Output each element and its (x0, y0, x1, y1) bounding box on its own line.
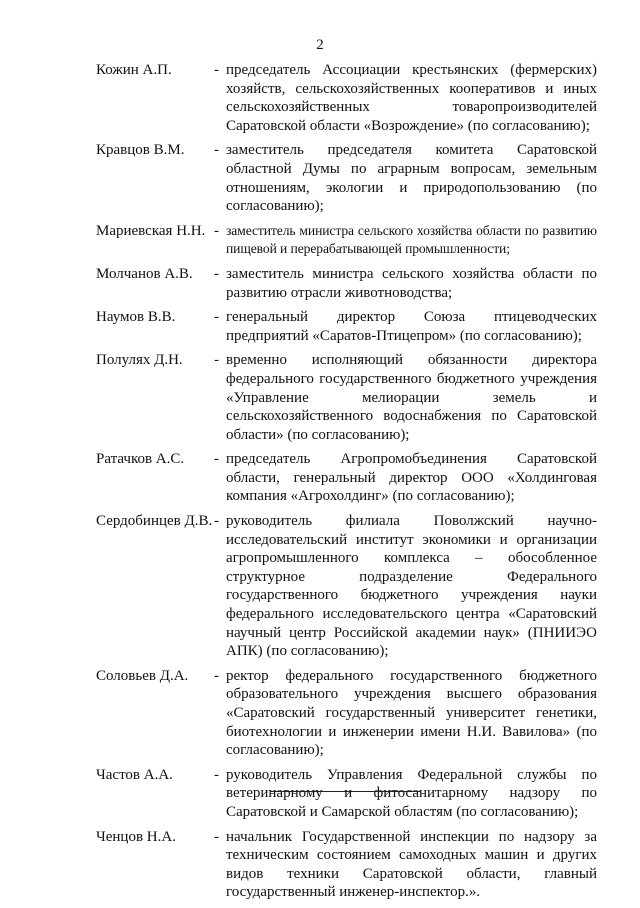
member-position: временно исполняющий обязанности директора федерального государственного бюджетного учреждения «Управление мелиорации земель и сельскохозяйственного водоснабжения по Саратовской области» (по согласованию); (226, 352, 597, 443)
member-name: Полулях Д.Н. (96, 352, 183, 369)
dash: - (214, 766, 219, 783)
dash: - (214, 352, 219, 369)
list-item (96, 308, 597, 345)
list-item (96, 351, 597, 444)
member-position: заместитель министра сельского хозяйства области по развитию отрасли животноводства; (226, 265, 597, 301)
list-item (96, 766, 597, 822)
member-name: Ченцов Н.А. (96, 828, 176, 845)
member-position: председатель Ассоциации крестьянских (фермерских) хозяйств, сельскохозяйственных кооперативов и иных сельскохозяйственных товаропроизводителей Саратовской области «Возрождение» (по согласованию); (226, 62, 597, 134)
dash: - (214, 62, 219, 78)
member-name: Соловьев Д.А. (96, 667, 189, 684)
member-position: заместитель председателя комитета Саратовской областной Думы по аграрным вопросам, земельным отношениям, экологии и природопользованию (по согласованию); (226, 142, 597, 215)
dash: - (214, 513, 219, 530)
member-name: Мариевская Н.Н. (96, 222, 206, 239)
dash: - (214, 828, 219, 845)
list-item (96, 222, 597, 259)
member-name: Сердобинцев Д.В. (96, 513, 213, 530)
member-position: руководитель филиала Поволжский научно-исследовательский институт экономики и организации агропромышленного комплекса – обособленное структурное подразделение Федерального государственного бюджетного учреждения науки федерального исследовательского центра «Саратовский научный центр Российской академии наук» (ПНИИЭО АПК) (по согласованию); (226, 513, 597, 660)
dash: - (214, 142, 219, 159)
dash: - (214, 265, 219, 282)
closing-divider (270, 791, 420, 792)
list-item (96, 265, 597, 302)
list-item (96, 450, 597, 506)
member-name: Ратачков А.С. (96, 451, 185, 468)
member-list (96, 61, 597, 908)
list-item (96, 828, 597, 902)
list-item (96, 61, 597, 135)
dash: - (214, 451, 219, 468)
member-position: руководитель Управления Федеральной службы по ветеринарному и фитосанитарному надзору по Саратовской и Самарской областям (по согласованию); (226, 766, 597, 820)
member-position: заместитель министра сельского хозяйства области по развитию пищевой и перерабатывающей промышленности; (226, 222, 597, 257)
member-name: Частов А.А. (96, 766, 173, 783)
member-name: Кравцов В.М. (96, 142, 185, 159)
member-name: Наумов В.В. (96, 309, 176, 326)
dash: - (214, 667, 219, 684)
list-item (96, 512, 597, 661)
member-position: ректор федерального государственного бюджетного образовательного учреждения высшего образования «Саратовский государственный университет генетики, биотехнологии и инженерии имени Н.И. Вавилова» (по согласованию); (226, 667, 597, 759)
list-item (96, 141, 597, 215)
member-position: начальник Государственной инспекции по надзору за техническим состоянием самоходных машин и других видов техники Саратовской области, главный государственный инженер-инспектор.». (226, 828, 597, 901)
page-number: 2 (316, 37, 324, 53)
member-name: Кожин А.П. (96, 62, 172, 78)
member-position: генеральный директор Союза птицеводческих предприятий «Саратов-Птицепром» (по согласованию); (226, 309, 597, 344)
dash: - (214, 222, 219, 239)
member-name: Молчанов А.В. (96, 265, 193, 282)
member-position: председатель Агропромобъединения Саратовской области, генеральный директор ООО «Холдинговая компания «Агрохолдинг» (по согласованию); (226, 451, 597, 505)
dash: - (214, 309, 219, 326)
list-item (96, 667, 597, 760)
